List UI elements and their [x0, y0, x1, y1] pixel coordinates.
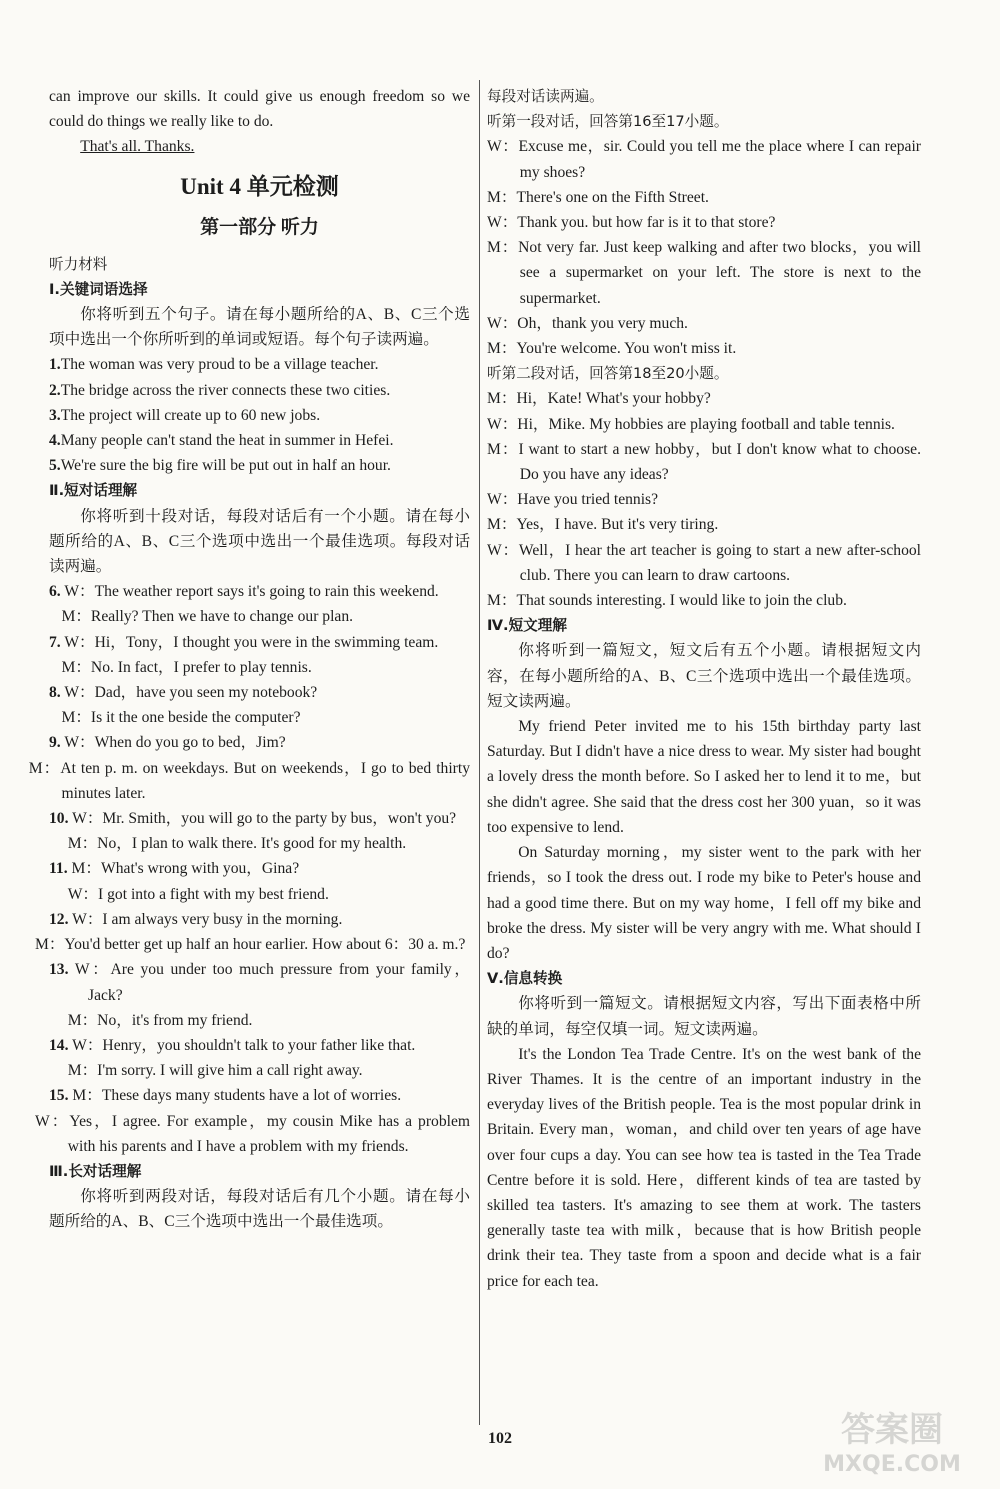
list-item: 5.We're sure the big fire will be put out in half an hour.	[49, 457, 391, 475]
list-item: 2.The bridge across the river connects these two cities.	[49, 381, 391, 399]
dialogue-line: 15. M：These days many students have a lot of worries.	[49, 1087, 402, 1105]
dialogue-reply: M：Is it the one beside the computer?	[61, 709, 301, 727]
dialogue-line: M：Hi，Kate! What's your hobby?	[487, 390, 711, 408]
dialogue-line: 10. W：Mr. Smith，you will go to the party by bus，won't you?	[49, 810, 457, 828]
section-3-title: Ⅲ.长对话理解	[49, 1162, 142, 1180]
right-column	[487, 84, 921, 1294]
dialogue-list	[28, 579, 470, 1159]
dialogue-line: 12. W：I am always very busy in the morning.	[49, 910, 343, 928]
section-4-instructions: 你将听到一篇短文，短文后有五个小题。请根据短文内容，在每小题所给的A、B、C三个选项中选出一个最佳选项。短文读两遍。	[487, 642, 921, 710]
section-2-title: Ⅱ.短对话理解	[49, 482, 138, 500]
passage-1-paragraph-1: My friend Peter invited me to his 15th birthday party last Saturday. But I didn't have a nice dress to wear. My sister had bought a lovely dress the month before. So I asked her to lend it to me，but she didn't agree. She said that the dress cost her 300 yuan，so it was too expensive to lend.	[487, 718, 921, 836]
dialogue-reply: W：Yes，I agree. For example，my cousin Mike has a problem with his parents and I have a problem with my friends.	[34, 1112, 470, 1155]
dialogue-line: 9. W：When do you go to bed，Jim?	[49, 734, 286, 752]
dialogue-line: M：I want to start a new hobby，but I don't know what to choose. Do you have any ideas?	[487, 440, 921, 484]
section-3-instructions: 你将听到两段对话，每段对话后有几个小题。请在每小题所给的A、B、C三个选项中选出一个最佳选项。	[49, 1188, 470, 1231]
section-5-title: Ⅴ.信息转换	[487, 970, 563, 988]
column-divider	[479, 80, 480, 1425]
section-1-title: Ⅰ.关键词语选择	[49, 280, 148, 298]
dialogue-line: 14. W：Henry，you shouldn't talk to your father like that.	[49, 1036, 416, 1054]
dialogue-line: M：Yes，I have. But it's very tiring.	[487, 516, 719, 534]
section-5-instructions: 你将听到一篇短文。请根据短文内容，写出下面表格中所缺的单词，每空仅填一词。短文读两遍。	[487, 995, 921, 1038]
unit-title: Unit 4 单元检测	[180, 173, 339, 199]
dialogue-line: 7. W：Hi，Tony，I thought you were in the swimming team.	[49, 633, 439, 651]
list-item: 1.The woman was very proud to be a village teacher.	[49, 356, 379, 374]
dialogue-reply: M：No. In fact，I prefer to play tennis.	[61, 658, 312, 676]
section-2-instructions: 你将听到十段对话，每段对话后有一个小题。请在每小题所给的A、B、C三个选项中选出一个最佳选项。每段对话读两遍。	[49, 507, 470, 576]
conversation-1	[487, 134, 921, 361]
dialogue-line: W：Well，I hear the art teacher is going to start a new after-school club. There you can learn to draw cartoons.	[487, 541, 921, 584]
conversation-1-label: 听第一段对话，回答第16至17小题。	[487, 113, 729, 131]
dialogue-reply: W：I got into a fight with my best friend.	[67, 885, 329, 903]
part-title: 第一部分 听力	[200, 216, 319, 238]
dialogue-reply: M：Really? Then we have to change our plan.	[61, 608, 354, 626]
conversation-2	[487, 386, 921, 613]
dialogue-line: W：Thank you. but how far is it to that store?	[487, 214, 776, 232]
dialogue-line: 8. W：Dad，have you seen my notebook?	[49, 684, 318, 702]
materials-label: 听力材料	[49, 255, 108, 273]
passage-1-paragraph-2: On Saturday morning，my sister went to the park with her friends，so I took the dress out. I rode my bike to Peter's house and had a good time there. But on my way home，I fell off my bike and broke the dress. My sister will be very angry with me. What should I do?	[487, 844, 921, 962]
dialogue-line: W：Excuse me，sir. Could you tell me the place where I can repair my shoes?	[487, 138, 921, 181]
dialogue-line: W：Have you tried tennis?	[487, 491, 659, 509]
dialogue-line: M：That sounds interesting. I would like to join the club.	[487, 592, 847, 610]
dialogue-line: M：There's one on the Fifth Street.	[487, 188, 709, 206]
dialogue-reply: M：I'm sorry. I will give him a call right away.	[67, 1062, 363, 1080]
dialogue-line: M：Not very far. Just keep walking and after two blocks，you will see a supermarket on your left. The store is next to the supermarket.	[487, 239, 921, 307]
watermark-logo-icon	[802, 1401, 982, 1479]
left-column	[28, 84, 470, 1235]
dialogue-line: 11. M：What's wrong with you，Gina?	[49, 860, 300, 878]
dialogue-reply: M：At ten p. m. on weekdays. But on weekends，I go to bed thirty minutes later.	[28, 759, 470, 802]
intro-text: can improve our skills. It could give us enough freedom so we could do things we really like to do.	[49, 88, 470, 131]
dialogue-line: 6. W：The weather report says it's going to rain this weekend.	[49, 583, 439, 601]
watermark-url: MXQE.COM	[823, 1452, 961, 1477]
passage-2: It's the London Tea Trade Centre. It's on the west bank of the River Thames. It is the centre of an important industry in the everyday lives of the British people. Tea is the most popular drink in Britain. Every man，woman，and child over ten years of age have over four cups a day. You can see how tea is tasted in the Tea Trade Centre before it is sold. Here，different kinds of tea are tasted by skilled tea tasters. It's amazing to see them at work. The tasters generally taste tea with milk，because that is how British people drink their tea. They taste from a spoon and decide what is a fair price for each tea.	[487, 1045, 921, 1290]
dialogue-line: 13. W：Are you under too much pressure from your family，Jack?	[49, 961, 470, 1004]
section-1-instructions: 你将听到五个句子。请在每小题所给的A、B、C三个选项中选出一个你所听到的单词或短语。每个句子读两遍。	[49, 306, 470, 349]
watermark-title: 答案圈	[841, 1410, 943, 1450]
closing-text: That's all. Thanks.	[80, 138, 195, 156]
conversation-2-label: 听第二段对话，回答第18至20小题。	[487, 365, 729, 383]
dialogue-reply: M：No，I plan to walk there. It's good for my health.	[67, 835, 407, 853]
dialogue-reply: M：No，it's from my friend.	[67, 1011, 253, 1029]
section-3-instructions-cont: 每段对话读两遍。	[487, 88, 604, 105]
list-item: 4.Many people can't stand the heat in summer in Hefei.	[49, 432, 394, 450]
sentence-list	[49, 352, 470, 478]
dialogue-line: W：Oh，thank you very much.	[487, 314, 688, 332]
dialogue-line: W：Hi，Mike. My hobbies are playing football and table tennis.	[487, 415, 895, 433]
section-4-title: Ⅳ.短文理解	[487, 617, 567, 635]
dialogue-line: M：You're welcome. You won't miss it.	[487, 340, 737, 358]
dialogue-reply: M：You'd better get up half an hour earlier. How about 6：30 a. m.?	[34, 936, 466, 954]
list-item: 3.The project will create up to 60 new jobs.	[49, 406, 321, 424]
page-number: 102	[488, 1430, 512, 1447]
